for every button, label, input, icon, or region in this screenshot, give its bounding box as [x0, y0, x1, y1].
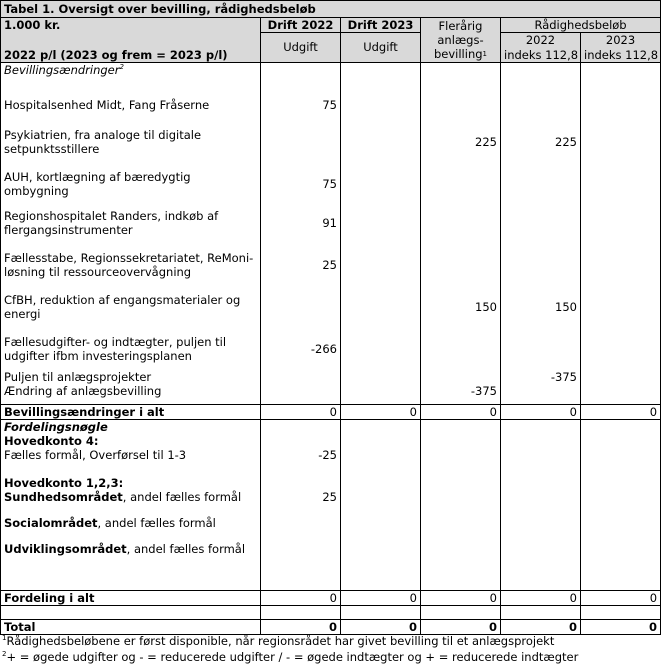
cell-r2022	[501, 244, 581, 286]
col-radighed: Rådighedsbeløb	[501, 18, 661, 33]
cell-r2022	[501, 91, 581, 119]
row-label: Fordeling i alt	[1, 590, 261, 605]
cell-total: 0	[501, 619, 581, 634]
cell-r2022	[501, 166, 581, 202]
r2023-index: indeks 112,8	[581, 48, 661, 63]
cell-sum: 0	[581, 405, 661, 420]
row-label: Sundhedsområdet, andel fælles formål	[1, 490, 261, 504]
udgift-2022: Udgift	[261, 33, 341, 63]
cell-r2022: -375	[501, 370, 581, 384]
cell-drift-2022: -266	[261, 328, 341, 370]
r2023-year: 2023	[581, 33, 661, 48]
row-label: Udviklingsområdet, andel fælles formål	[1, 542, 261, 556]
table-row	[1, 370, 661, 384]
hovedkonto-4-heading: Hovedkonto 4:	[1, 434, 261, 448]
sum-row	[1, 405, 661, 420]
cell-drift-2022: 25	[261, 490, 341, 504]
cell-sum: 0	[261, 405, 341, 420]
cell-r2023	[581, 202, 661, 244]
r2022-index: indeks 112,8	[501, 48, 581, 63]
cell-sum: 0	[501, 405, 581, 420]
unit-label: 1.000 kr.	[1, 18, 261, 33]
cell-r2022	[501, 202, 581, 244]
section-fordelingsnogle: Fordelingsnøgle	[1, 420, 261, 435]
cell-sum: 0	[421, 405, 501, 420]
col-drift-2022: Drift 2022	[261, 18, 341, 33]
cell-drift-2023	[341, 166, 421, 202]
cell-sum: 0	[261, 590, 341, 605]
flerarig-footnote-marker: 1	[482, 50, 488, 58]
row-label: Ændring af anlægsbevilling	[1, 384, 261, 398]
cell-total: 0	[421, 619, 501, 634]
cell-flerarig	[421, 166, 501, 202]
footnote-2: $^2$+ = øgede udgifter og - = reducerede udgifter / - = øgede indtægter og + = reducerede indtægter	[2, 650, 579, 664]
cell-r2022: 150	[501, 286, 581, 328]
cell-r2023	[581, 328, 661, 370]
table-row	[1, 384, 661, 398]
cell-flerarig	[421, 244, 501, 286]
hovedkonto-123-heading: Hovedkonto 1,2,3:	[1, 476, 261, 490]
table-row	[1, 542, 661, 556]
udgift-2023: Udgift	[341, 33, 421, 63]
row-label: CfBH, reduktion af engangsmaterialer og energi	[1, 286, 261, 328]
row-label: Hospitalsenhed Midt, Fang Fråserne	[1, 91, 261, 119]
cell-sum: 0	[501, 590, 581, 605]
row-label: Fællesstabe, Regionssekretariatet, ReMoni-løsning til ressourceovervågning	[1, 244, 261, 286]
cell-sum: 0	[421, 590, 501, 605]
row-label: AUH, kortlægning af bæredygtig ombygning	[1, 166, 261, 202]
table-row	[1, 202, 661, 244]
cell-drift-2023	[341, 328, 421, 370]
table-row	[1, 490, 661, 504]
cell-drift-2023	[341, 244, 421, 286]
table-row	[1, 91, 661, 119]
cell-drift-2023	[341, 286, 421, 328]
cell-drift-2023	[341, 91, 421, 119]
cell-flerarig: 225	[421, 119, 501, 166]
cell-flerarig	[421, 328, 501, 370]
row-label: Puljen til anlægsprojekter	[1, 370, 261, 384]
row-label: Bevillingsændringer i alt	[1, 405, 261, 420]
row-label: Fællesudgifter- og indtægter, puljen til udgifter ifbm investeringsplanen	[1, 328, 261, 370]
table-row	[1, 328, 661, 370]
price-level: 2022 p/l (2023 og frem = 2023 p/l)	[1, 33, 261, 63]
cell-r2023	[581, 166, 661, 202]
cell-total: 0	[341, 619, 421, 634]
cell-total: 0	[261, 619, 341, 634]
table-row	[1, 516, 661, 530]
cell-drift-2022: -25	[261, 448, 341, 462]
cell-r2023	[581, 119, 661, 166]
cell-drift-2022	[261, 286, 341, 328]
table-row	[1, 166, 661, 202]
cell-flerarig: 150	[421, 286, 501, 328]
r2022-year: 2022	[501, 33, 581, 48]
col-drift-2023: Drift 2023	[341, 18, 421, 33]
flerarig-label: Flerårig anlægs-bevilling	[433, 19, 484, 61]
footnote-1: $^1$Rådighedsbeløbene er først disponible, når regionsrådet har givet bevilling til et anlægsprojekt	[2, 634, 555, 648]
cell-drift-2022: 75	[261, 166, 341, 202]
cell-drift-2022: 75	[261, 91, 341, 119]
cell-r2023	[581, 91, 661, 119]
table-title: Tabel 1. Oversigt over bevilling, rådighedsbeløb	[1, 1, 661, 18]
table-row	[1, 448, 661, 462]
cell-flerarig: -375	[421, 384, 501, 398]
sum-row	[1, 590, 661, 605]
table-row	[1, 119, 661, 166]
cell-flerarig	[421, 202, 501, 244]
cell-r2023	[581, 244, 661, 286]
cell-flerarig	[421, 91, 501, 119]
cell-r2023	[581, 286, 661, 328]
row-label: Fælles formål, Overførsel til 1-3	[1, 448, 261, 462]
cell-drift-2022	[261, 119, 341, 166]
cell-r2022	[501, 328, 581, 370]
table-row	[1, 244, 661, 286]
cell-drift-2022: 91	[261, 202, 341, 244]
row-label: Psykiatrien, fra analoge til digitale setpunktsstillere	[1, 119, 261, 166]
cell-drift-2022: 25	[261, 244, 341, 286]
total-row	[1, 619, 661, 634]
row-label: Regionshospitalet Randers, indkøb af flergangsinstrumenter	[1, 202, 261, 244]
row-label: Socialområdet, andel fælles formål	[1, 516, 261, 530]
cell-r2022: 225	[501, 119, 581, 166]
cell-drift-2023	[341, 202, 421, 244]
cell-sum: 0	[581, 590, 661, 605]
cell-total: 0	[581, 619, 661, 634]
col-flerarig	[421, 18, 501, 63]
section-bevillingsaendringer: Bevillingsændringer$^2$	[1, 62, 261, 77]
row-label: Total	[1, 619, 261, 634]
cell-drift-2023	[341, 119, 421, 166]
table-row	[1, 286, 661, 328]
cell-sum: 0	[341, 590, 421, 605]
cell-sum: 0	[341, 405, 421, 420]
